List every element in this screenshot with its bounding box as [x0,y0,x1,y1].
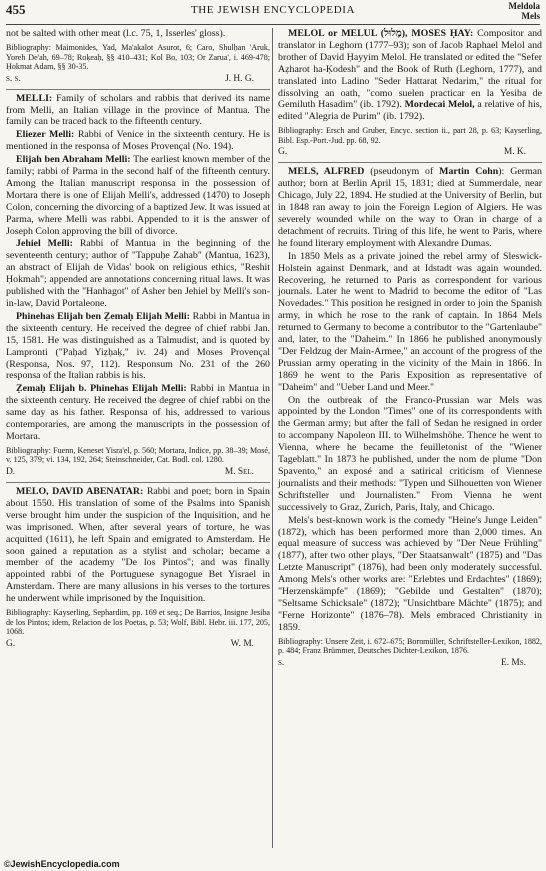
pseudonym-name: Martin Cohn [439,166,499,178]
page-number: 455 [6,2,26,17]
entry-range-top: Meldola [508,1,540,11]
signature-author: M. K. [503,147,526,158]
bibliography: Bibliography: Kayserling, Sephardim, pp. 169 et seq.; De Barrios, Insigne Jesiba de los Pintos; idem, Relacion de los Poetas, p. 53; Wolf, Bibl. Hebr. iii. 177, 205, 1068. [6,608,270,637]
signature-class: D. [6,467,16,478]
left-column [6,28,270,654]
entry-divider [6,89,270,90]
entry-text: (pseudonym of [364,166,440,178]
signature [6,74,270,86]
signature [278,658,542,670]
entry-text: Rabbi of Venice in the sixteenth century. He is mentioned in the responsa of Moses Provençal (No. 194). [6,129,271,153]
entry-heading: Elijah ben Abraham Melli: [16,154,131,166]
entry-phinehas-melli [6,311,270,382]
watermark: ©JewishEncyclopedia.com [4,859,120,869]
entry-text: a relative of his, edited "Alegria de Purim" (ib. 1792). [278,99,543,123]
signature-class: s. s. [6,73,21,84]
bibliography: Bibliography: Fuenn, Keneset Yisra'el, p. 560; Mortara, Indice, pp. 38–39; Mosé, v. 125, 379; vi. 134, 192, 264; Steinschneider, Cat. Bodl. col. 1280. [6,445,270,465]
entry-eliezer-melli [6,129,270,153]
entry-text: Rabbi and poet; born in Spain about 1550. His translation of some of the Psalms into Spanish verse brought him under the suspicion of the Inquisition, and he was imprisoned. When, after several years of torture, he was acquitted (1611), he left Spain and emigrated to Amsterdam. He soon gained a reputation as a stylist and scholar; became a member of the academy "De los Pintos"; and was finally appointed rabbi of the Portuguese synagogue Bet Yisrael in Amsterdam. There are many allusions in his verses to the tortures he underwent while imprisoned by the Inquisition. [6,485,270,605]
entry-heading: Eliezer Melli: [16,129,75,141]
bibliography: Bibliography: Ersch and Gruber, Encyc. section ii., part 28, p. 63; Kayserling, Bibl. Esp.-Port.-Jud. pp. 68, 92. [278,126,542,145]
bibliography: Bibliography: Maimonides, Yad, Ma'akalot Asurot, 6; Caro, Shulḥan 'Aruk, Yoreh De'ah, 69–78; Roḳeaḥ, §§ 410–431; Kol Bo, 103; Or Zarua', i. 469-478; Ḥokmat Adam, §§ 30-35. [6,42,270,72]
signature-author: W. M. [230,638,254,649]
entry-melol [278,28,542,123]
entry-elijah-melli [6,154,270,237]
signature-class: G. [278,147,288,158]
right-column [278,28,542,673]
bibliography: Bibliography: Unsere Zeit, i. 672–675; Bornmüller, Schriftsteller-Lexikon, 1882, p. 484; Franz Brümmer, Deutsches Dichter-Lexikon, 1876. [278,636,542,656]
entry-zemah-melli [6,383,270,443]
signature-author: M. Sel. [224,467,254,478]
entry-text: Rabbi of Mantua in the beginning of the seventeenth century; author of "Tappuḥe Zahab" (Mantua, 1623), an abstract of Elijah de Vidas' book on religious ethics, "Reshit Ḥokmah"; appended are annotations concerning ritual laws. It was published with the "Hanhagot" of Asher ben Jehiel by Melli's son-in-law, David Portaleone. [6,238,270,309]
entry-text: Family of scholars and rabbis that derived its name from Melli, an Italian village in the province of Mantua. The family can be traced back to the fifteenth century. [6,92,270,128]
page-header [6,0,540,25]
signature-class: s. [278,657,285,668]
entry-text: Rabbi in Mantua in the sixteenth century. He received the degree of chief rabbi on the same day as his father. Responsa of his, addressed to various contemporaries, are among the manuscripts in the possession of Mortara. [6,383,270,442]
signature-class: G. [6,638,16,649]
entry-text: Rabbi in Mantua in the sixteenth century. He received the degree of chief rabbi Jan. 15, 1581. He was distinguished as a Talmudist, and is quoted by Lampronti ("Paḥad Yiẓḥaḳ," iv. 24) and Moses Provençal (Responsa, Nos. 97, 112). Responsum No. 231 of the 260 responsa of the Italian rabbis is his. [6,310,270,382]
signature-author: J. H. G. [225,73,254,84]
signature-author: E. Ms. [501,657,526,668]
entry-jehiel-melli [6,238,270,309]
entry-text: ): German author; born at Berlin April 15, 1831; died at Summerdale, near Chicago, July 22, 1894. He studied at the University of Berlin, but in 1848 ran away to join the Foreign Legion of Algiers. He was severely wounded while on the way to Oran in charge of a detachment of recruits. Tiring of this life, he went to Paris, where he found literary employment with Alexandre Dumas. [278,166,542,249]
entry-divider [6,482,270,483]
entry-heading: MELOL or MELUL (מֶלוּל), MOSES ḤAY: [288,28,474,39]
entry-heading: Ẓemaḥ Elijah b. Phinehas Elijah Melli: [16,383,187,395]
entry-paragraph: On the outbreak of the Franco-Prussian war Mels was appointed by the London "Times" one of its correspondents with the German army; but after the fall of Sedan he resigned in order to accompany Napoleon III. to Wilhelmshöhe. Thence he went to Vienna, where he became the feuilletonist of the "Wiener Tageblatt." In 1873 he published, under the nom de plume "Don Spavento," an exposé and a satirical criticism of Viennese journalists and their methods: "Typen und Silhouetten von Wiener Schriftsteller und Journalisten." From Vienna he went successively to Graz, Zurich, Paris, Italy, and Chicago. [278,394,542,513]
continued-text: not be salted with other meat (l.c. 75, 1, Isserles' gloss). [6,28,226,39]
entry-paragraph: Mels's best-known work is the comedy "Heine's Junge Leiden" (1872), which has been performed more than 2,000 times. An equal measure of success was achieved by "Der Neue Frühling" (1877), after two other plays, "Der Staatsanwalt" (1875) and "Das Letzte Manuscript" (1876), had been only moderately successful. Among Mels's other works are: "Erlebtes und Erdachtes" (1869); "Herzenskämpfe" (1869); "Gebilde und Gestalten" (1870); "Seltsame Schicksale" (1872); "Unsichtbare Mächte" (1875); and "Ferne Horizonte" (1876–78). Mels embraced Christianity in 1859. [278,514,542,633]
entry-paragraph: In 1850 Mels as a private joined the rebel army of Sleswick-Holstein against Denmark, and at Idstadt was again wounded. Recovering, he returned to Paris as correspondent for various journals. Later he went to Madrid to become the editor of "Las Novedades." This position he resigned in order to join the Spanish army, in which he rose to the rank of captain. In 1864 Mels returned to Germany to become a contributor to the "Gartenlaube" and, later, to the "Daheim." In 1866 he published anonymously "Der Feldzug der Main-Armee," an account of the progress of the Prussian army operating in the vicinity of the Main in 1866. In 1869 he went to the Paris Exposition as representative of "Daheim" and "Ueber Land und Meer." [278,250,542,393]
entry-text: Compositor and translator in Leghorn (1777–93); son of Jacob Raphael Melol and brother of David Ḥayyim Melol. He translated or edited the "Sefer Aẓharot ha-Ḳodesh" and the Book of Ruth (Leghorn, 1777), and translated into Ladino "Seder Hattarat Nedarim," the ritual for dissolving an oath, "como suelen practicar en la Yesiba de Gemiluth Hasadim" (ib. 1792). [278,28,542,111]
entry-melli [6,93,270,129]
entry-melo [6,486,270,605]
running-title: THE JEWISH ENCYCLOPEDIA [190,4,356,16]
entry-heading: MELLI: [16,92,53,104]
entry-text: The earliest known member of the family; rabbi of Parma in the second half of the fifteenth century. Among the Italian manuscript responsa in the possession of Mortara there is one of Elijah Melli's, addressed (1470) to Joseph Colon, concerning the divorcing of a baptized Jew. It was issued at Parma, where Melli was rabbi. Appended to it is the answer of Joseph Colon approving the bill of divorce. [6,154,271,237]
entry-range [509,1,541,21]
entry-subheading: Mordecai Melol, [404,99,475,111]
entry-heading: MELO, DAVID ABENATAR: [16,485,144,497]
column-divider [272,28,273,848]
entry-divider [278,162,542,163]
entry-range-bottom: Mels [521,11,540,21]
entry-heading: Jehiel Melli: [16,238,73,250]
signature [6,639,270,651]
entry-heading: Phinehas Elijah ben Ẓemaḥ Elijah Melli: [16,310,190,322]
signature [6,467,270,479]
entry-mels [278,166,542,249]
entry-heading: MELS, ALFRED [288,166,365,178]
signature [278,147,542,159]
